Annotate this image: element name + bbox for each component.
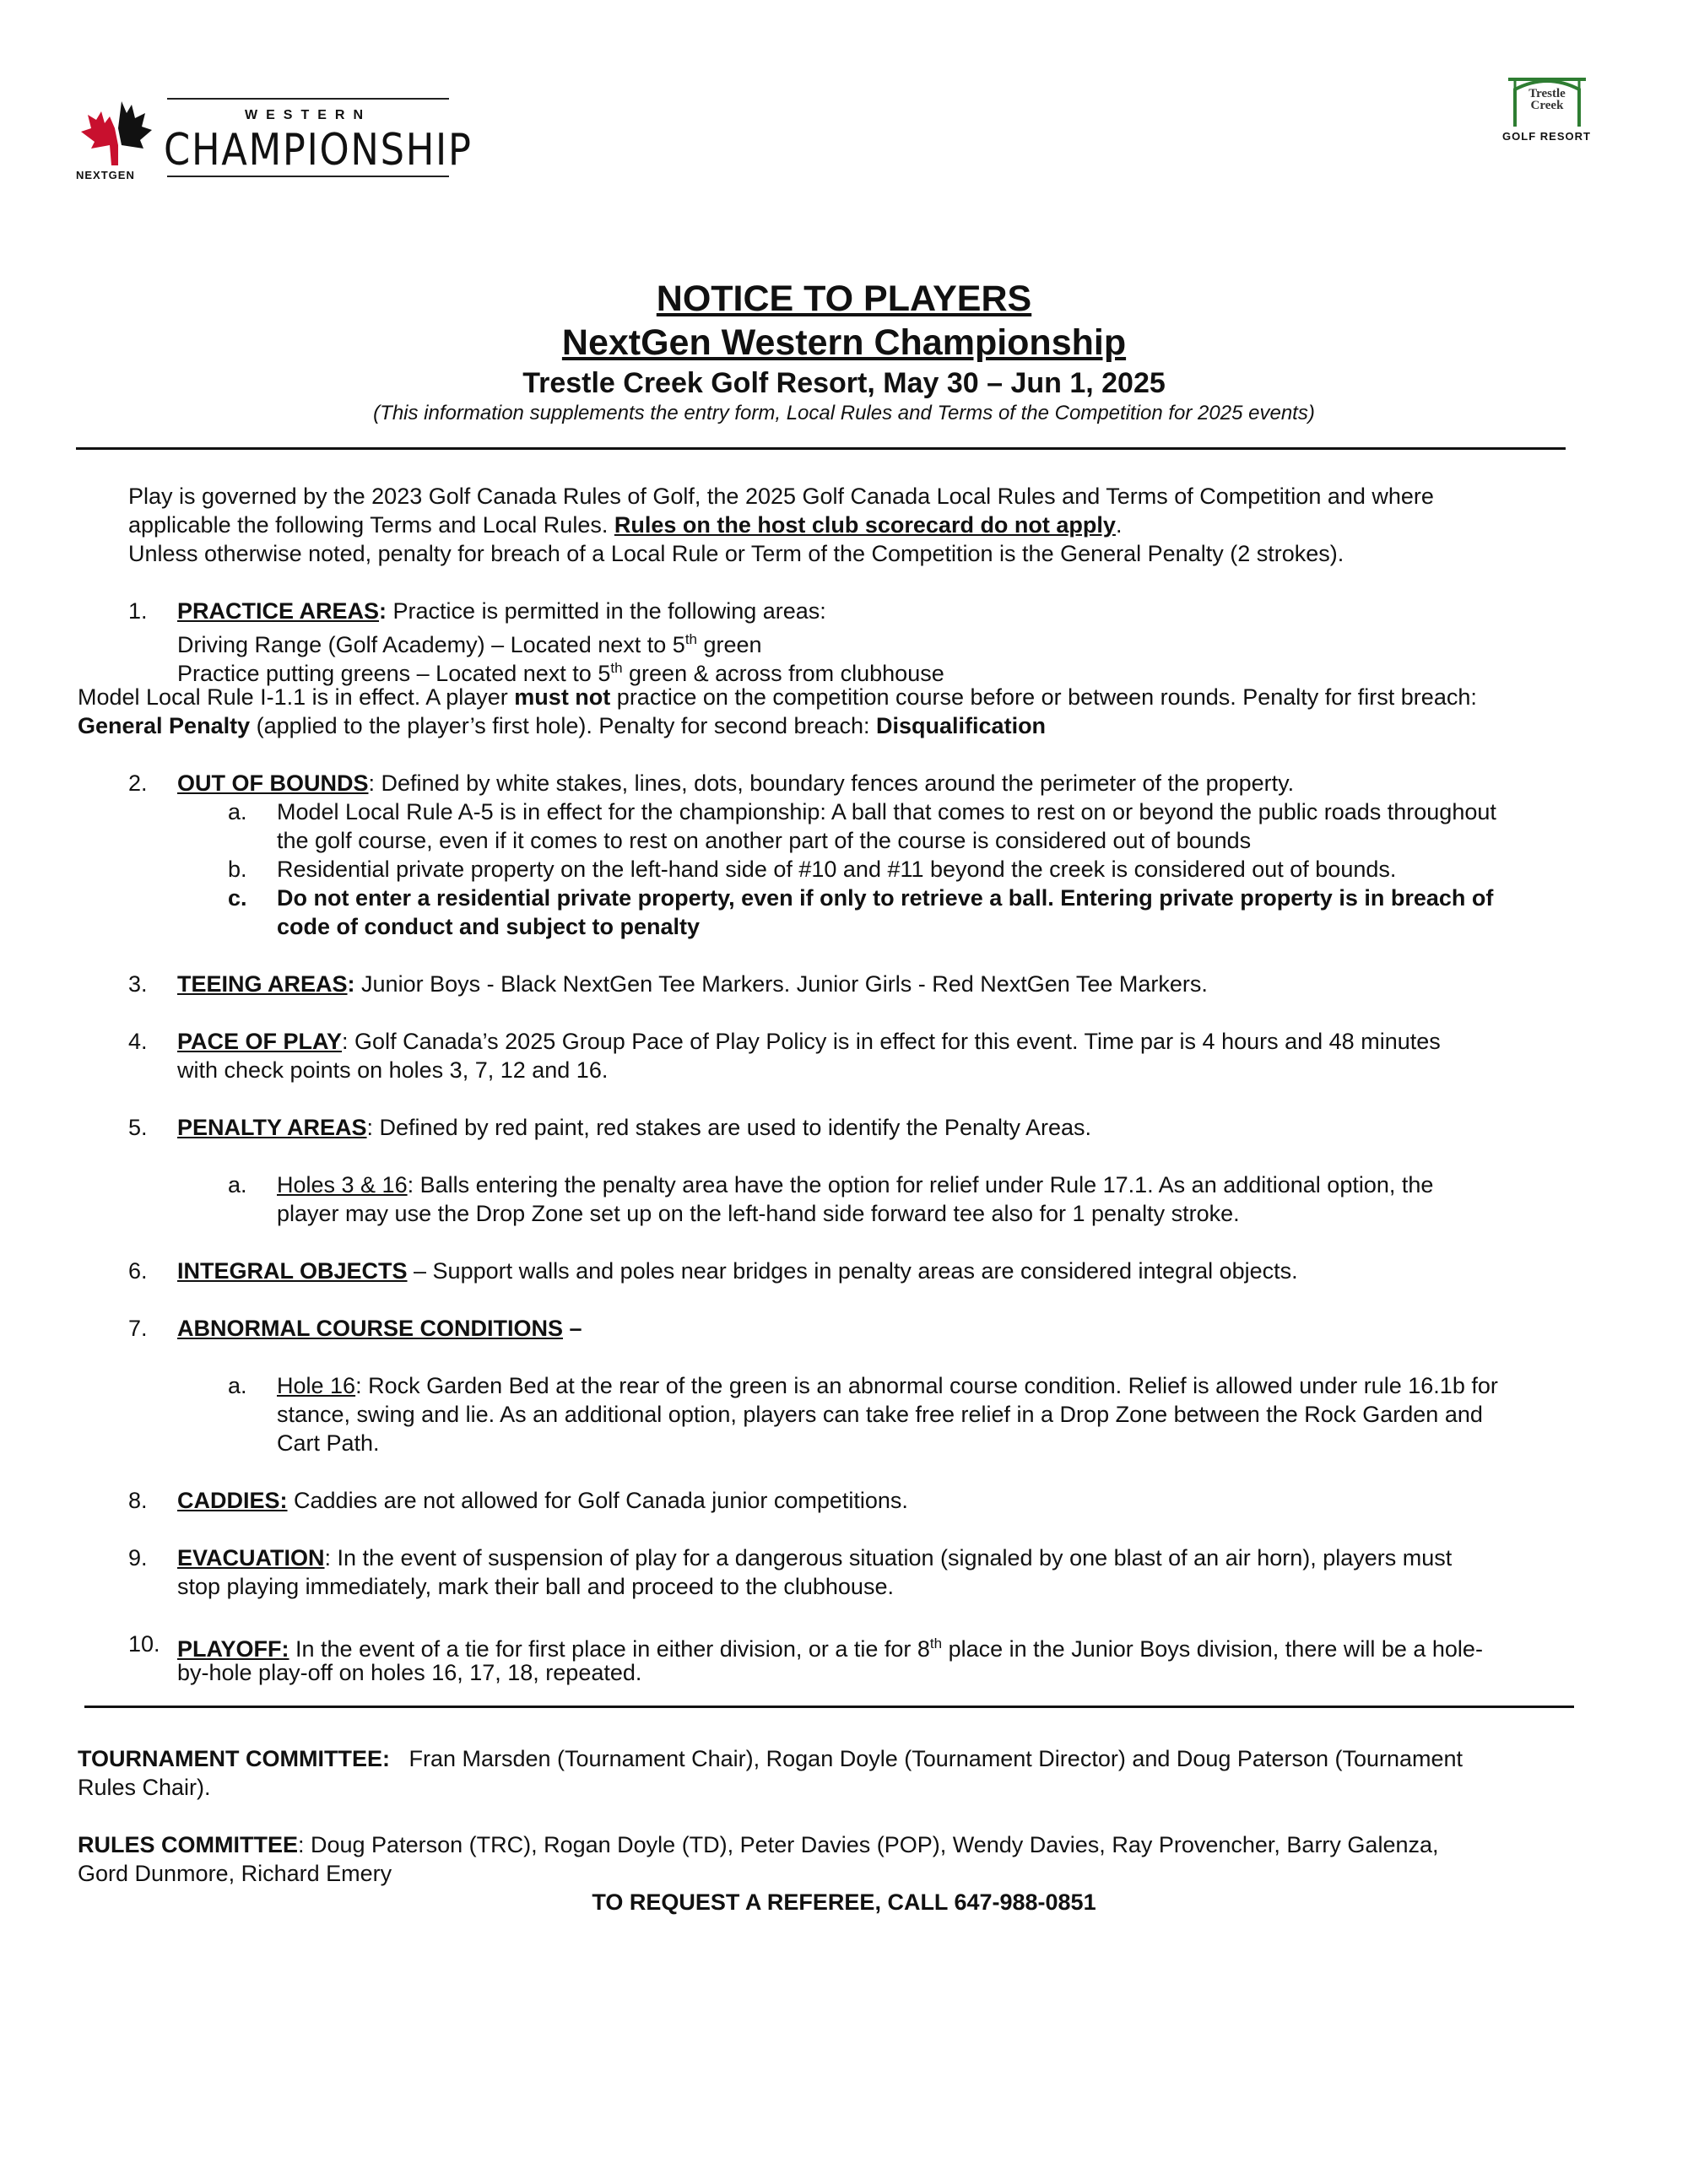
evacuation-line-2: stop playing immediately, mark their ball and proceed to the clubhouse. — [177, 1574, 894, 1599]
pace-of-play-line-1 — [177, 1027, 1441, 1056]
penalty-areas-title: PENALTY AREAS — [177, 1115, 367, 1140]
abnormal-a-line-2: stance, swing and lie. As an additional option, players can take free relief in a Drop Zone between the Rock Garden and — [277, 1402, 1483, 1427]
practice-penalty-text: (applied to the player’s first hole). Penalty for second breach: — [250, 713, 877, 738]
model-rule-text: Model Local Rule I-1.1 is in effect. A player — [78, 684, 515, 710]
integral-objects-text: – Support walls and poles near bridges in penalty areas are considered integral objects. — [407, 1258, 1298, 1284]
abnormal-conditions-title: ABNORMAL COURSE CONDITIONS — [177, 1316, 564, 1341]
pace-of-play-title: PACE OF PLAY — [177, 1029, 343, 1054]
intro-line-3: Unless otherwise noted, penalty for breach of a Local Rule or Term of the Competition is the General Penalty (2 strokes). — [128, 541, 1344, 566]
item-number: 6. — [128, 1258, 148, 1284]
practice-areas-title: PRACTICE AREAS — [177, 598, 380, 624]
oob-c-line-2: code of conduct and subject to penalty — [277, 914, 701, 939]
caddies-line — [177, 1486, 908, 1515]
venue-dates: Trestle Creek Golf Resort, May 30 – Jun 1, 2025 — [522, 367, 1166, 399]
general-penalty-label: General Penalty — [78, 713, 251, 738]
practice-putting-text: Practice putting greens – Located next to 5 — [177, 661, 611, 686]
tournament-committee-text: Fran Marsden (Tournament Chair), Rogan Doyle (Tournament Director) and Doug Paterson (Tournament — [389, 1746, 1463, 1771]
sub-label: a. — [228, 799, 247, 824]
model-rule-text-end: practice on the competition course before or between rounds. Penalty for first breach: — [610, 684, 1477, 710]
penalty-areas-heading — [177, 1113, 1091, 1142]
logo-trestle-creek-name — [1520, 88, 1574, 111]
superscript: th — [610, 660, 623, 676]
host-scorecard-notice: Rules on the host club scorecard do not apply — [614, 512, 1116, 538]
logo-western-text: WESTERN — [245, 108, 371, 122]
pace-of-play-text: : Golf Canada’s 2025 Group Pace of Play Policy is in effect for this event. Time par is 4 hours and 48 minutes — [342, 1029, 1441, 1054]
penalty-areas-text: : Defined by red paint, red stakes are used to identify the Penalty Areas. — [366, 1115, 1092, 1140]
trestle-creek-logo — [1490, 69, 1604, 154]
logo-golf-resort-text: GOLF RESORT — [1502, 130, 1591, 143]
evacuation-text: : In the event of suspension of play for a dangerous situation (signaled by one blast of an air horn), players must — [324, 1545, 1453, 1570]
playoff-text: In the event of a tie for first place in either division, or a tie for 8 — [289, 1636, 930, 1662]
item-number: 5. — [128, 1115, 148, 1140]
rules-committee-line-2: Gord Dunmore, Richard Emery — [78, 1861, 392, 1886]
logo-nextgen-text: NEXTGEN — [76, 169, 135, 181]
item-number: 4. — [128, 1029, 148, 1054]
evacuation-line-1 — [177, 1543, 1452, 1572]
page-title: NOTICE TO PLAYERS — [656, 278, 1032, 319]
evacuation-title: EVACUATION — [177, 1545, 325, 1570]
playoff-text-end: place in the Junior Boys division, there will be a hole- — [942, 1636, 1483, 1662]
practice-driving-range-text: Driving Range (Golf Academy) – Located next to 5 — [177, 632, 685, 657]
item-number: 10. — [128, 1631, 160, 1657]
rules-committee-line-1 — [78, 1830, 1439, 1859]
playoff-title: PLAYOFF: — [177, 1636, 289, 1662]
disqualification-label: Disqualification — [876, 713, 1047, 738]
practice-putting-end: green & across from clubhouse — [622, 661, 944, 686]
logo-rule-top — [167, 98, 449, 100]
abnormal-conditions-heading — [177, 1314, 582, 1343]
caddies-title: CADDIES: — [177, 1488, 288, 1513]
practice-areas-text: Practice is permitted in the following areas: — [387, 598, 826, 624]
logo-name-line2: Creek — [1530, 99, 1564, 112]
item-number: 7. — [128, 1316, 148, 1341]
logo-rule-bottom — [167, 176, 449, 177]
superscript: th — [684, 631, 698, 647]
abnormal-a-line-1 — [277, 1371, 1498, 1400]
model-local-rule-line — [78, 683, 1477, 711]
integral-objects-title: INTEGRAL OBJECTS — [177, 1258, 408, 1284]
logo-championship-text: CHAMPIONSHIP — [164, 125, 473, 176]
hole-16-label: Hole 16 — [277, 1373, 356, 1398]
sub-label: c. — [228, 885, 247, 911]
teeing-areas-title: TEEING AREAS — [177, 971, 348, 997]
holes-3-16-label: Holes 3 & 16 — [277, 1172, 408, 1197]
intro-line-1: Play is governed by the 2023 Golf Canada Rules of Golf, the 2025 Golf Canada Local Rules and Terms of Competition and where — [128, 484, 1434, 509]
item-number: 2. — [128, 770, 148, 796]
page-subtitle: NextGen Western Championship — [561, 322, 1127, 363]
oob-a-line-1: Model Local Rule A-5 is in effect for the championship: A ball that comes to rest on or beyond the public roads throughout — [277, 799, 1496, 824]
referee-request: TO REQUEST A REFEREE, CALL 647-988-0851 — [592, 1889, 1096, 1915]
oob-b-line-1: Residential private property on the left-hand side of #10 and #11 beyond the creek is considered out of bounds. — [277, 857, 1397, 882]
intro-line-2-text: applicable the following Terms and Local Rules. — [128, 512, 614, 538]
oob-a-line-2: the golf course, even if it comes to rest on another part of the course is considered out of bounds — [277, 828, 1252, 853]
teeing-areas-line — [177, 970, 1208, 998]
header-divider — [76, 447, 1566, 450]
rules-committee-label: RULES COMMITTEE — [78, 1832, 298, 1857]
out-of-bounds-heading — [177, 769, 1294, 797]
abnormal-conditions-dash: – — [563, 1316, 582, 1341]
practice-penalty-line — [78, 711, 1046, 740]
must-not-emphasis: must not — [514, 684, 611, 710]
western-championship-logo — [76, 95, 473, 187]
practice-areas-colon: : — [379, 598, 387, 624]
penalty-a-line-2: player may use the Drop Zone set up on the left-hand side forward tee also for 1 penalty stroke. — [277, 1201, 1240, 1226]
sub-label: a. — [228, 1373, 247, 1398]
intro-line-2 — [128, 511, 1122, 539]
maple-leaf-icon — [76, 95, 154, 172]
oob-c-line-1: Do not enter a residential private property, even if only to retrieve a ball. Entering private property is in breach of — [277, 885, 1494, 911]
pace-of-play-line-2: with check points on holes 3, 7, 12 and 16. — [177, 1057, 609, 1083]
item-number: 1. — [128, 598, 148, 624]
footer-divider — [84, 1706, 1574, 1708]
tournament-committee-line-2: Rules Chair). — [78, 1775, 211, 1800]
caddies-text: Caddies are not allowed for Golf Canada junior competitions. — [287, 1488, 908, 1513]
practice-driving-range-end: green — [697, 632, 762, 657]
teeing-areas-colon: : — [347, 971, 355, 997]
penalty-a-text: : Balls entering the penalty area have the option for relief under Rule 17.1. As an additional option, the — [407, 1172, 1434, 1197]
abnormal-a-text: : Rock Garden Bed at the rear of the green is an abnormal course condition. Relief is allowed under rule 16.1b for — [355, 1373, 1498, 1398]
rules-committee-text: : Doug Paterson (TRC), Rogan Doyle (TD), Peter Davies (POP), Wendy Davies, Ray Provencher, Barry Galenza, — [298, 1832, 1439, 1857]
item-number: 8. — [128, 1488, 148, 1513]
tournament-committee-line-1 — [78, 1744, 1463, 1773]
playoff-line-2: by-hole play-off on holes 16, 17, 18, repeated. — [177, 1660, 642, 1685]
teeing-areas-text: Junior Boys - Black NextGen Tee Markers. Junior Girls - Red NextGen Tee Markers. — [354, 971, 1208, 997]
supplement-note: (This information supplements the entry form, Local Rules and Terms of the Competition for 2025 events) — [373, 402, 1315, 424]
tournament-committee-label: TOURNAMENT COMMITTEE: — [78, 1746, 390, 1771]
penalty-a-line-1 — [277, 1170, 1433, 1199]
sub-label: b. — [228, 857, 247, 882]
item-number: 9. — [128, 1545, 148, 1570]
practice-areas-heading — [177, 597, 826, 625]
abnormal-a-line-3: Cart Path. — [277, 1430, 380, 1456]
sub-label: a. — [228, 1172, 247, 1197]
intro-line-2-end: . — [1115, 512, 1123, 538]
out-of-bounds-title: OUT OF BOUNDS — [177, 770, 369, 796]
item-number: 3. — [128, 971, 148, 997]
superscript: th — [929, 1635, 943, 1652]
out-of-bounds-text: : Defined by white stakes, lines, dots, boundary fences around the perimeter of the property. — [368, 770, 1295, 796]
integral-objects-line — [177, 1257, 1298, 1285]
logo-name-line1: Trestle — [1528, 87, 1566, 100]
